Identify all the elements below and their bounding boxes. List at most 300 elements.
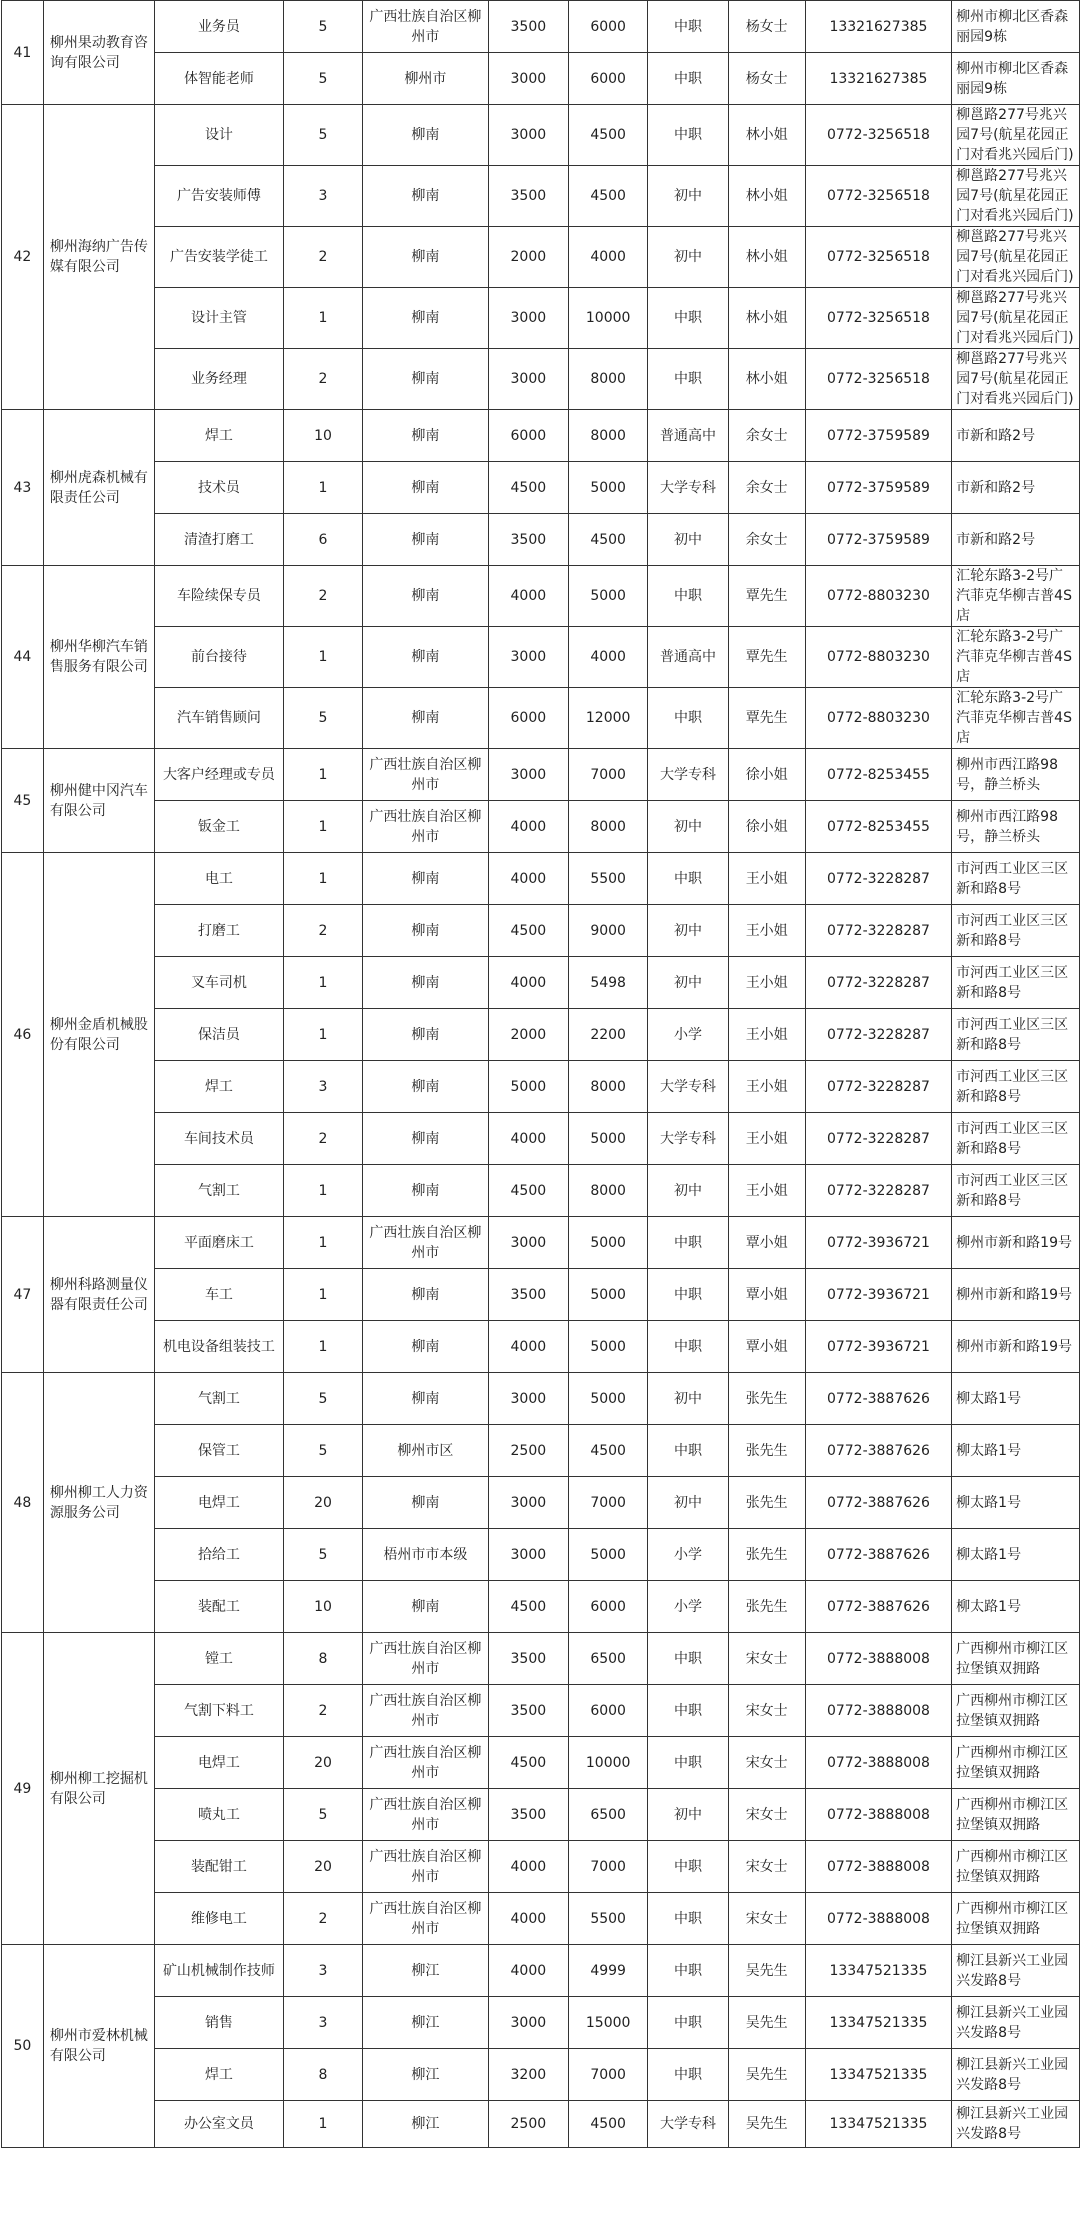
phone-cell: 0772-3228287 bbox=[805, 853, 951, 905]
education-cell: 初中 bbox=[648, 957, 728, 1009]
education-cell: 初中 bbox=[648, 1373, 728, 1425]
company-name-cell: 柳州科路测量仪器有限责任公司 bbox=[43, 1217, 154, 1373]
table-row bbox=[2, 514, 1080, 566]
phone-cell: 0772-3228287 bbox=[805, 957, 951, 1009]
table-row bbox=[2, 957, 1080, 1009]
job-title-cell: 电焊工 bbox=[155, 1737, 284, 1789]
headcount-cell: 2 bbox=[283, 1893, 362, 1945]
salary-max-cell: 4999 bbox=[569, 1945, 648, 1997]
address-cell: 广西柳州市柳江区拉堡镇双拥路 bbox=[952, 1633, 1080, 1685]
education-cell: 普通高中 bbox=[648, 410, 728, 462]
headcount-cell: 5 bbox=[283, 105, 362, 166]
table-row bbox=[2, 1685, 1080, 1737]
table-row bbox=[2, 410, 1080, 462]
company-name-cell: 柳州果动教育咨询有限公司 bbox=[43, 1, 154, 105]
table-row bbox=[2, 1061, 1080, 1113]
salary-max-cell: 5000 bbox=[569, 1217, 648, 1269]
education-cell: 中职 bbox=[648, 349, 728, 410]
salary-max-cell: 7000 bbox=[569, 1841, 648, 1893]
headcount-cell: 6 bbox=[283, 514, 362, 566]
company-number-cell: 46 bbox=[2, 853, 44, 1217]
education-cell: 中职 bbox=[648, 1893, 728, 1945]
table-row bbox=[2, 1945, 1080, 1997]
table-row bbox=[2, 566, 1080, 627]
headcount-cell: 1 bbox=[283, 1009, 362, 1061]
education-cell: 初中 bbox=[648, 166, 728, 227]
table-row bbox=[2, 1997, 1080, 2049]
headcount-cell: 3 bbox=[283, 1997, 362, 2049]
contact-person-cell: 吴先生 bbox=[728, 1997, 805, 2049]
work-location-cell: 柳南 bbox=[363, 105, 489, 166]
salary-min-cell: 3500 bbox=[488, 1685, 568, 1737]
address-cell: 柳太路1号 bbox=[952, 1477, 1080, 1529]
salary-min-cell: 2000 bbox=[488, 1009, 568, 1061]
salary-min-cell: 3000 bbox=[488, 53, 568, 105]
contact-person-cell: 张先生 bbox=[728, 1373, 805, 1425]
job-title-cell: 拾给工 bbox=[155, 1529, 284, 1581]
job-title-cell: 业务员 bbox=[155, 1, 284, 53]
address-cell: 柳江县新兴工业园兴发路8号 bbox=[952, 1945, 1080, 1997]
education-cell: 中职 bbox=[648, 2049, 728, 2101]
contact-person-cell: 王小姐 bbox=[728, 905, 805, 957]
phone-cell: 0772-3256518 bbox=[805, 105, 951, 166]
salary-max-cell: 4000 bbox=[569, 227, 648, 288]
contact-person-cell: 宋女士 bbox=[728, 1685, 805, 1737]
company-name-cell: 柳州金盾机械股份有限公司 bbox=[43, 853, 154, 1217]
work-location-cell: 柳南 bbox=[363, 462, 489, 514]
work-location-cell: 柳南 bbox=[363, 1373, 489, 1425]
headcount-cell: 1 bbox=[283, 853, 362, 905]
company-number-cell: 45 bbox=[2, 749, 44, 853]
education-cell: 大学专科 bbox=[648, 1113, 728, 1165]
salary-max-cell: 5498 bbox=[569, 957, 648, 1009]
contact-person-cell: 杨女士 bbox=[728, 1, 805, 53]
work-location-cell: 柳南 bbox=[363, 905, 489, 957]
salary-max-cell: 8000 bbox=[569, 410, 648, 462]
company-number-cell: 49 bbox=[2, 1633, 44, 1945]
phone-cell: 0772-8253455 bbox=[805, 749, 951, 801]
phone-cell: 0772-3759589 bbox=[805, 410, 951, 462]
contact-person-cell: 张先生 bbox=[728, 1529, 805, 1581]
contact-person-cell: 林小姐 bbox=[728, 288, 805, 349]
job-title-cell: 气割工 bbox=[155, 1165, 284, 1217]
work-location-cell: 广西壮族自治区柳州市 bbox=[363, 801, 489, 853]
address-cell: 市新和路2号 bbox=[952, 410, 1080, 462]
work-location-cell: 柳南 bbox=[363, 1165, 489, 1217]
job-title-cell: 体智能老师 bbox=[155, 53, 284, 105]
work-location-cell: 柳南 bbox=[363, 1113, 489, 1165]
phone-cell: 0772-3228287 bbox=[805, 1009, 951, 1061]
education-cell: 中职 bbox=[648, 1841, 728, 1893]
company-name-cell: 柳州健中冈汽车有限公司 bbox=[43, 749, 154, 853]
phone-cell: 0772-3256518 bbox=[805, 227, 951, 288]
phone-cell: 13347521335 bbox=[805, 2101, 951, 2148]
work-location-cell: 柳江 bbox=[363, 1945, 489, 1997]
salary-min-cell: 3500 bbox=[488, 1, 568, 53]
job-title-cell: 保洁员 bbox=[155, 1009, 284, 1061]
salary-min-cell: 5000 bbox=[488, 1061, 568, 1113]
company-name-cell: 柳州虎森机械有限责任公司 bbox=[43, 410, 154, 566]
company-name-cell: 柳州市爱林机械有限公司 bbox=[43, 1945, 154, 2148]
work-location-cell: 柳南 bbox=[363, 166, 489, 227]
contact-person-cell: 王小姐 bbox=[728, 957, 805, 1009]
address-cell: 柳邕路277号兆兴园7号(航星花园正门对看兆兴园后门) bbox=[952, 105, 1080, 166]
job-title-cell: 镗工 bbox=[155, 1633, 284, 1685]
salary-max-cell: 5000 bbox=[569, 1373, 648, 1425]
salary-min-cell: 4000 bbox=[488, 566, 568, 627]
salary-max-cell: 6000 bbox=[569, 1581, 648, 1633]
work-location-cell: 广西壮族自治区柳州市 bbox=[363, 1737, 489, 1789]
salary-max-cell: 8000 bbox=[569, 1061, 648, 1113]
salary-min-cell: 4000 bbox=[488, 1893, 568, 1945]
salary-min-cell: 6000 bbox=[488, 688, 568, 749]
address-cell: 柳江县新兴工业园兴发路8号 bbox=[952, 1997, 1080, 2049]
salary-max-cell: 4500 bbox=[569, 514, 648, 566]
contact-person-cell: 覃先生 bbox=[728, 688, 805, 749]
table-row bbox=[2, 166, 1080, 227]
phone-cell: 0772-3887626 bbox=[805, 1529, 951, 1581]
address-cell: 柳州市新和路19号 bbox=[952, 1321, 1080, 1373]
education-cell: 初中 bbox=[648, 1789, 728, 1841]
table-row bbox=[2, 1217, 1080, 1269]
contact-person-cell: 覃小姐 bbox=[728, 1321, 805, 1373]
salary-max-cell: 6000 bbox=[569, 1, 648, 53]
work-location-cell: 梧州市市本级 bbox=[363, 1529, 489, 1581]
address-cell: 广西柳州市柳江区拉堡镇双拥路 bbox=[952, 1737, 1080, 1789]
salary-min-cell: 4500 bbox=[488, 1581, 568, 1633]
salary-min-cell: 3000 bbox=[488, 1217, 568, 1269]
salary-max-cell: 2200 bbox=[569, 1009, 648, 1061]
work-location-cell: 柳南 bbox=[363, 566, 489, 627]
phone-cell: 0772-3887626 bbox=[805, 1477, 951, 1529]
address-cell: 市河西工业区三区新和路8号 bbox=[952, 1009, 1080, 1061]
education-cell: 小学 bbox=[648, 1009, 728, 1061]
company-number-cell: 44 bbox=[2, 566, 44, 749]
address-cell: 柳太路1号 bbox=[952, 1581, 1080, 1633]
salary-min-cell: 3500 bbox=[488, 166, 568, 227]
address-cell: 广西柳州市柳江区拉堡镇双拥路 bbox=[952, 1841, 1080, 1893]
work-location-cell: 广西壮族自治区柳州市 bbox=[363, 1685, 489, 1737]
address-cell: 广西柳州市柳江区拉堡镇双拥路 bbox=[952, 1789, 1080, 1841]
headcount-cell: 2 bbox=[283, 1685, 362, 1737]
salary-max-cell: 5000 bbox=[569, 1113, 648, 1165]
salary-min-cell: 4000 bbox=[488, 853, 568, 905]
headcount-cell: 3 bbox=[283, 1061, 362, 1113]
work-location-cell: 柳南 bbox=[363, 957, 489, 1009]
salary-min-cell: 3500 bbox=[488, 1269, 568, 1321]
headcount-cell: 20 bbox=[283, 1737, 362, 1789]
education-cell: 大学专科 bbox=[648, 2101, 728, 2148]
address-cell: 市新和路2号 bbox=[952, 514, 1080, 566]
address-cell: 市河西工业区三区新和路8号 bbox=[952, 853, 1080, 905]
education-cell: 中职 bbox=[648, 1945, 728, 1997]
company-name-cell: 柳州柳工人力资源服务公司 bbox=[43, 1373, 154, 1633]
job-title-cell: 设计 bbox=[155, 105, 284, 166]
headcount-cell: 1 bbox=[283, 1217, 362, 1269]
phone-cell: 0772-3936721 bbox=[805, 1321, 951, 1373]
table-row bbox=[2, 349, 1080, 410]
job-title-cell: 前台接待 bbox=[155, 627, 284, 688]
contact-person-cell: 徐小姐 bbox=[728, 749, 805, 801]
table-row bbox=[2, 227, 1080, 288]
phone-cell: 0772-3256518 bbox=[805, 288, 951, 349]
headcount-cell: 3 bbox=[283, 166, 362, 227]
job-title-cell: 平面磨床工 bbox=[155, 1217, 284, 1269]
table-row bbox=[2, 1477, 1080, 1529]
contact-person-cell: 吴先生 bbox=[728, 1945, 805, 1997]
contact-person-cell: 王小姐 bbox=[728, 853, 805, 905]
salary-max-cell: 10000 bbox=[569, 288, 648, 349]
phone-cell: 0772-8803230 bbox=[805, 688, 951, 749]
job-title-cell: 广告安装师傅 bbox=[155, 166, 284, 227]
headcount-cell: 1 bbox=[283, 288, 362, 349]
headcount-cell: 1 bbox=[283, 801, 362, 853]
phone-cell: 0772-3887626 bbox=[805, 1425, 951, 1477]
job-title-cell: 气割下料工 bbox=[155, 1685, 284, 1737]
table-row bbox=[2, 53, 1080, 105]
table-row bbox=[2, 688, 1080, 749]
headcount-cell: 1 bbox=[283, 462, 362, 514]
salary-max-cell: 4500 bbox=[569, 105, 648, 166]
salary-min-cell: 3000 bbox=[488, 749, 568, 801]
education-cell: 小学 bbox=[648, 1581, 728, 1633]
work-location-cell: 柳南 bbox=[363, 1061, 489, 1113]
table-row bbox=[2, 1113, 1080, 1165]
education-cell: 初中 bbox=[648, 1477, 728, 1529]
contact-person-cell: 王小姐 bbox=[728, 1061, 805, 1113]
job-title-cell: 机电设备组装技工 bbox=[155, 1321, 284, 1373]
salary-max-cell: 5000 bbox=[569, 1269, 648, 1321]
contact-person-cell: 杨女士 bbox=[728, 53, 805, 105]
salary-max-cell: 5000 bbox=[569, 566, 648, 627]
job-title-cell: 设计主管 bbox=[155, 288, 284, 349]
table-row bbox=[2, 1529, 1080, 1581]
salary-min-cell: 3000 bbox=[488, 288, 568, 349]
salary-min-cell: 2500 bbox=[488, 1425, 568, 1477]
job-title-cell: 焊工 bbox=[155, 2049, 284, 2101]
address-cell: 柳州市新和路19号 bbox=[952, 1217, 1080, 1269]
job-title-cell: 钣金工 bbox=[155, 801, 284, 853]
salary-max-cell: 6500 bbox=[569, 1633, 648, 1685]
work-location-cell: 柳南 bbox=[363, 688, 489, 749]
address-cell: 市河西工业区三区新和路8号 bbox=[952, 957, 1080, 1009]
salary-min-cell: 4000 bbox=[488, 1321, 568, 1373]
address-cell: 柳太路1号 bbox=[952, 1373, 1080, 1425]
headcount-cell: 5 bbox=[283, 688, 362, 749]
phone-cell: 0772-3888008 bbox=[805, 1737, 951, 1789]
phone-cell: 0772-3228287 bbox=[805, 1165, 951, 1217]
headcount-cell: 2 bbox=[283, 566, 362, 627]
address-cell: 市河西工业区三区新和路8号 bbox=[952, 1113, 1080, 1165]
salary-min-cell: 3000 bbox=[488, 1997, 568, 2049]
phone-cell: 0772-3759589 bbox=[805, 514, 951, 566]
salary-min-cell: 4000 bbox=[488, 1113, 568, 1165]
job-title-cell: 气割工 bbox=[155, 1373, 284, 1425]
salary-min-cell: 4500 bbox=[488, 905, 568, 957]
contact-person-cell: 张先生 bbox=[728, 1425, 805, 1477]
salary-min-cell: 6000 bbox=[488, 410, 568, 462]
contact-person-cell: 徐小姐 bbox=[728, 801, 805, 853]
contact-person-cell: 覃先生 bbox=[728, 627, 805, 688]
address-cell: 柳太路1号 bbox=[952, 1529, 1080, 1581]
address-cell: 柳州市柳北区香森丽园9栋 bbox=[952, 53, 1080, 105]
phone-cell: 0772-3759589 bbox=[805, 462, 951, 514]
table-row bbox=[2, 749, 1080, 801]
salary-max-cell: 9000 bbox=[569, 905, 648, 957]
table-row bbox=[2, 1841, 1080, 1893]
address-cell: 汇轮东路3-2号广汽菲克华柳吉普4S店 bbox=[952, 566, 1080, 627]
headcount-cell: 8 bbox=[283, 1633, 362, 1685]
phone-cell: 0772-3887626 bbox=[805, 1373, 951, 1425]
address-cell: 汇轮东路3-2号广汽菲克华柳吉普4S店 bbox=[952, 688, 1080, 749]
job-title-cell: 保管工 bbox=[155, 1425, 284, 1477]
headcount-cell: 1 bbox=[283, 1321, 362, 1373]
education-cell: 中职 bbox=[648, 1217, 728, 1269]
address-cell: 柳太路1号 bbox=[952, 1425, 1080, 1477]
headcount-cell: 5 bbox=[283, 1373, 362, 1425]
phone-cell: 0772-3936721 bbox=[805, 1269, 951, 1321]
salary-max-cell: 4000 bbox=[569, 627, 648, 688]
phone-cell: 13321627385 bbox=[805, 1, 951, 53]
table-row bbox=[2, 1581, 1080, 1633]
table-row bbox=[2, 1737, 1080, 1789]
work-location-cell: 柳江 bbox=[363, 2101, 489, 2148]
phone-cell: 0772-3228287 bbox=[805, 1113, 951, 1165]
salary-max-cell: 8000 bbox=[569, 801, 648, 853]
address-cell: 柳州市西江路98号，静兰桥头 bbox=[952, 749, 1080, 801]
salary-min-cell: 3500 bbox=[488, 514, 568, 566]
job-title-cell: 打磨工 bbox=[155, 905, 284, 957]
work-location-cell: 柳南 bbox=[363, 1269, 489, 1321]
headcount-cell: 1 bbox=[283, 749, 362, 801]
work-location-cell: 柳南 bbox=[363, 410, 489, 462]
education-cell: 中职 bbox=[648, 1737, 728, 1789]
education-cell: 初中 bbox=[648, 227, 728, 288]
contact-person-cell: 余女士 bbox=[728, 462, 805, 514]
contact-person-cell: 吴先生 bbox=[728, 2101, 805, 2148]
phone-cell: 0772-3887626 bbox=[805, 1581, 951, 1633]
salary-max-cell: 5000 bbox=[569, 462, 648, 514]
headcount-cell: 5 bbox=[283, 1425, 362, 1477]
salary-max-cell: 4500 bbox=[569, 2101, 648, 2148]
headcount-cell: 2 bbox=[283, 227, 362, 288]
education-cell: 初中 bbox=[648, 514, 728, 566]
salary-min-cell: 3500 bbox=[488, 1633, 568, 1685]
headcount-cell: 5 bbox=[283, 1, 362, 53]
job-title-cell: 电焊工 bbox=[155, 1477, 284, 1529]
job-title-cell: 装配钳工 bbox=[155, 1841, 284, 1893]
address-cell: 柳州市新和路19号 bbox=[952, 1269, 1080, 1321]
job-title-cell: 装配工 bbox=[155, 1581, 284, 1633]
contact-person-cell: 张先生 bbox=[728, 1477, 805, 1529]
address-cell: 广西柳州市柳江区拉堡镇双拥路 bbox=[952, 1893, 1080, 1945]
salary-min-cell: 4000 bbox=[488, 1841, 568, 1893]
education-cell: 初中 bbox=[648, 801, 728, 853]
salary-min-cell: 3200 bbox=[488, 2049, 568, 2101]
salary-min-cell: 3000 bbox=[488, 1529, 568, 1581]
education-cell: 中职 bbox=[648, 1, 728, 53]
contact-person-cell: 林小姐 bbox=[728, 227, 805, 288]
company-number-cell: 47 bbox=[2, 1217, 44, 1373]
education-cell: 中职 bbox=[648, 1269, 728, 1321]
table-row bbox=[2, 801, 1080, 853]
phone-cell: 0772-3228287 bbox=[805, 905, 951, 957]
work-location-cell: 柳江 bbox=[363, 1997, 489, 2049]
job-title-cell: 焊工 bbox=[155, 410, 284, 462]
job-title-cell: 清渣打磨工 bbox=[155, 514, 284, 566]
job-title-cell: 汽车销售顾问 bbox=[155, 688, 284, 749]
address-cell: 汇轮东路3-2号广汽菲克华柳吉普4S店 bbox=[952, 627, 1080, 688]
contact-person-cell: 宋女士 bbox=[728, 1737, 805, 1789]
company-name-cell: 柳州柳工挖掘机有限公司 bbox=[43, 1633, 154, 1945]
headcount-cell: 1 bbox=[283, 957, 362, 1009]
address-cell: 柳邕路277号兆兴园7号(航星花园正门对看兆兴园后门) bbox=[952, 227, 1080, 288]
work-location-cell: 柳南 bbox=[363, 1477, 489, 1529]
salary-max-cell: 10000 bbox=[569, 1737, 648, 1789]
address-cell: 市河西工业区三区新和路8号 bbox=[952, 1061, 1080, 1113]
company-number-cell: 43 bbox=[2, 410, 44, 566]
job-title-cell: 车间技术员 bbox=[155, 1113, 284, 1165]
table-row bbox=[2, 853, 1080, 905]
headcount-cell: 5 bbox=[283, 1789, 362, 1841]
headcount-cell: 3 bbox=[283, 1945, 362, 1997]
salary-max-cell: 6500 bbox=[569, 1789, 648, 1841]
headcount-cell: 2 bbox=[283, 905, 362, 957]
table-row bbox=[2, 105, 1080, 166]
work-location-cell: 柳南 bbox=[363, 349, 489, 410]
salary-max-cell: 8000 bbox=[569, 1165, 648, 1217]
job-title-cell: 车工 bbox=[155, 1269, 284, 1321]
education-cell: 中职 bbox=[648, 1321, 728, 1373]
salary-min-cell: 4500 bbox=[488, 1165, 568, 1217]
salary-min-cell: 3000 bbox=[488, 1373, 568, 1425]
headcount-cell: 5 bbox=[283, 53, 362, 105]
work-location-cell: 柳南 bbox=[363, 227, 489, 288]
salary-min-cell: 4500 bbox=[488, 462, 568, 514]
table-row bbox=[2, 1165, 1080, 1217]
contact-person-cell: 覃先生 bbox=[728, 566, 805, 627]
job-title-cell: 技术员 bbox=[155, 462, 284, 514]
education-cell: 中职 bbox=[648, 853, 728, 905]
phone-cell: 13321627385 bbox=[805, 53, 951, 105]
phone-cell: 0772-3888008 bbox=[805, 1685, 951, 1737]
address-cell: 柳江县新兴工业园兴发路8号 bbox=[952, 2049, 1080, 2101]
education-cell: 小学 bbox=[648, 1529, 728, 1581]
company-number-cell: 42 bbox=[2, 105, 44, 410]
address-cell: 柳邕路277号兆兴园7号(航星花园正门对看兆兴园后门) bbox=[952, 349, 1080, 410]
contact-person-cell: 王小姐 bbox=[728, 1165, 805, 1217]
salary-max-cell: 4500 bbox=[569, 1425, 648, 1477]
headcount-cell: 10 bbox=[283, 1581, 362, 1633]
table-row bbox=[2, 1, 1080, 53]
job-title-cell: 广告安装学徒工 bbox=[155, 227, 284, 288]
address-cell: 柳江县新兴工业园兴发路8号 bbox=[952, 2101, 1080, 2148]
table-row bbox=[2, 1425, 1080, 1477]
headcount-cell: 5 bbox=[283, 1529, 362, 1581]
headcount-cell: 2 bbox=[283, 349, 362, 410]
work-location-cell: 广西壮族自治区柳州市 bbox=[363, 1893, 489, 1945]
contact-person-cell: 覃小姐 bbox=[728, 1269, 805, 1321]
salary-min-cell: 3500 bbox=[488, 1789, 568, 1841]
table-row bbox=[2, 2049, 1080, 2101]
education-cell: 中职 bbox=[648, 688, 728, 749]
salary-min-cell: 3000 bbox=[488, 349, 568, 410]
salary-max-cell: 5000 bbox=[569, 1321, 648, 1373]
table-row bbox=[2, 1373, 1080, 1425]
education-cell: 中职 bbox=[648, 1633, 728, 1685]
salary-min-cell: 4000 bbox=[488, 801, 568, 853]
address-cell: 市河西工业区三区新和路8号 bbox=[952, 905, 1080, 957]
